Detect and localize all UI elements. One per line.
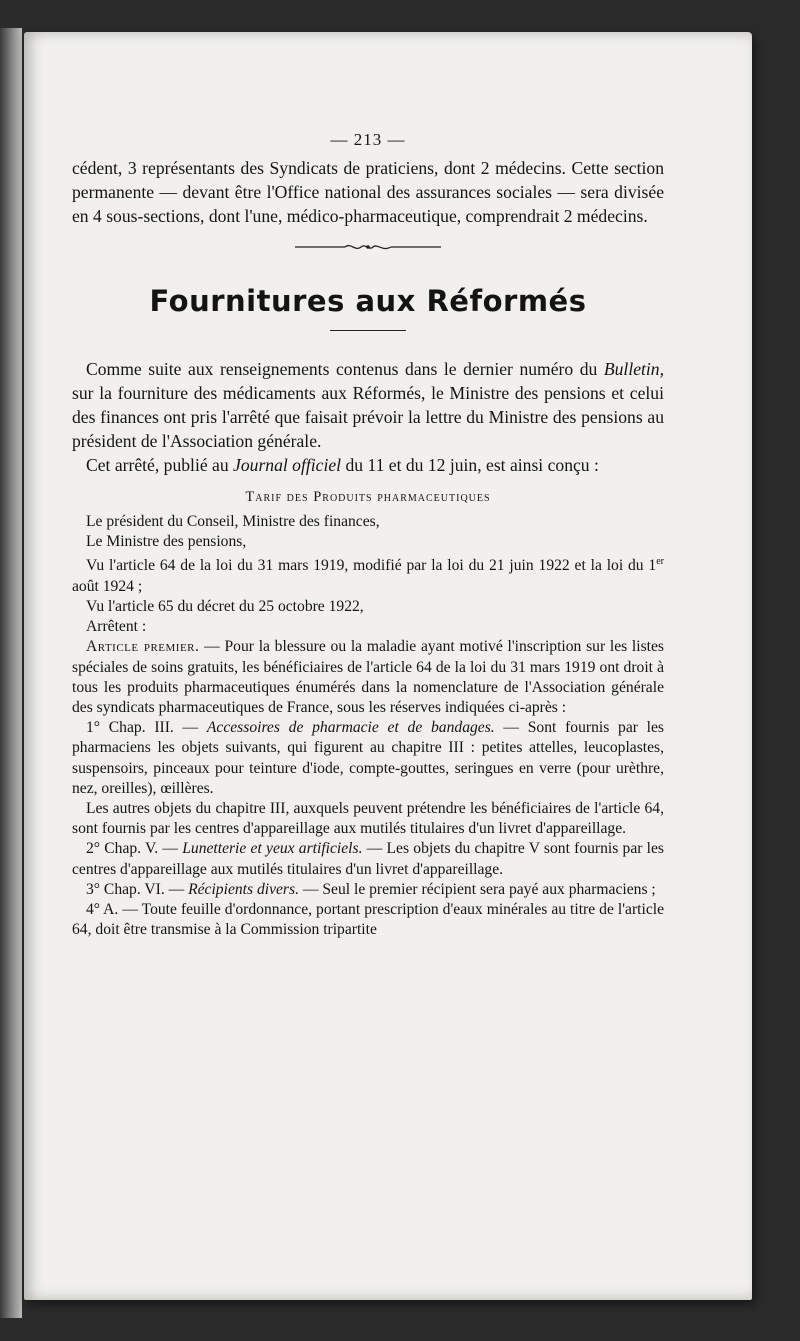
decree-line-1: Le président du Conseil, Ministre des finances,: [86, 513, 380, 530]
item-4: 4° A. — Toute feuille d'ordonnance, portant prescription d'eaux minérales au titre de l'article 64, doit être transmise à la Commission tripartite: [72, 901, 664, 939]
paragraph-1: Comme suite aux renseignements contenus dans le dernier numéro du Bulletin, sur la fourniture des médicaments aux Réformés, le Ministre des pensions et celui des finances ont pris l'arrêté que faisait prévoir la lettre du Ministre des pensions au président de l'Association générale.: [72, 359, 664, 451]
book-left-edge: [0, 28, 22, 1318]
decree-line-2: Le Ministre des pensions,: [86, 533, 247, 551]
tarif-heading: Tarif des Produits pharmaceutiques: [245, 489, 491, 505]
decree-line-3: Vu l'article 64 de la loi du 31 mars 1919, modifié par la loi du 21 juin 1922 et la loi du 1er août 1924 ;: [72, 556, 664, 595]
page-number: — 213 —: [330, 130, 406, 149]
paragraph-2: Cet arrêté, publié au Journal officiel du 11 et du 12 juin, est ainsi conçu :: [86, 455, 599, 475]
intro-paragraph: cédent, 3 représentants des Syndicats de praticiens, dont 2 médecins. Cette section permanente — devant être l'Office national des assurances sociales — sera divisée en 4 sous-sections, dont l'une, médico-pharmaceutique, comprendrait 2 médecins.: [72, 158, 664, 226]
article-title: Fournitures aux Réformés: [149, 284, 587, 318]
document-page: [24, 32, 752, 1300]
item-3: 3° Chap. VI. — Récipients divers. — Seul le premier récipient sera payé aux pharmaciens ;: [86, 880, 656, 898]
decree-line-5: Arrêtent :: [86, 618, 147, 636]
article-premier: Article premier. — Pour la blessure ou la maladie ayant motivé l'inscription sur les listes spéciales de soins gratuits, les bénéficiaires de l'article 64 de la loi du 31 mars 1919 ont droit à tous les produits pharmaceutiques énumérés dans la nomenclature de l'Association générale des syndicats pharmaceutiques de France, sous les réserves indiquées ci-après :: [72, 638, 664, 717]
flourish-icon: [293, 241, 443, 253]
title-rule: [330, 330, 406, 331]
page-content: [72, 130, 665, 940]
decree-line-4: Vu l'article 65 du décret du 25 octobre 1922,: [86, 598, 364, 615]
item-1: 1° Chap. III. — Accessoires de pharmacie et de bandages. — Sont fournis par les pharmaciens les objets suivants, qui figurent au chapitre III : petites attelles, leucoplastes, suspensoirs, pinceaux pour teinture d'iode, compte-gouttes, seringues en verre (pour urèthre, nez, oreilles), œillères.: [72, 719, 664, 797]
item-1-continued: Les autres objets du chapitre III, auxquels peuvent prétendre les bénéficiaires de l'article 64, sont fournis par les centres d'appareillage aux mutilés titulaires d'un livret d'appareillage.: [72, 800, 664, 838]
item-2: 2° Chap. V. — Lunetterie et yeux artificiels. — Les objets du chapitre V sont fournis par les centres d'appareillage aux mutilés titulaires d'un livret d'appareillage.: [72, 840, 665, 878]
ornament-divider: [72, 240, 664, 258]
